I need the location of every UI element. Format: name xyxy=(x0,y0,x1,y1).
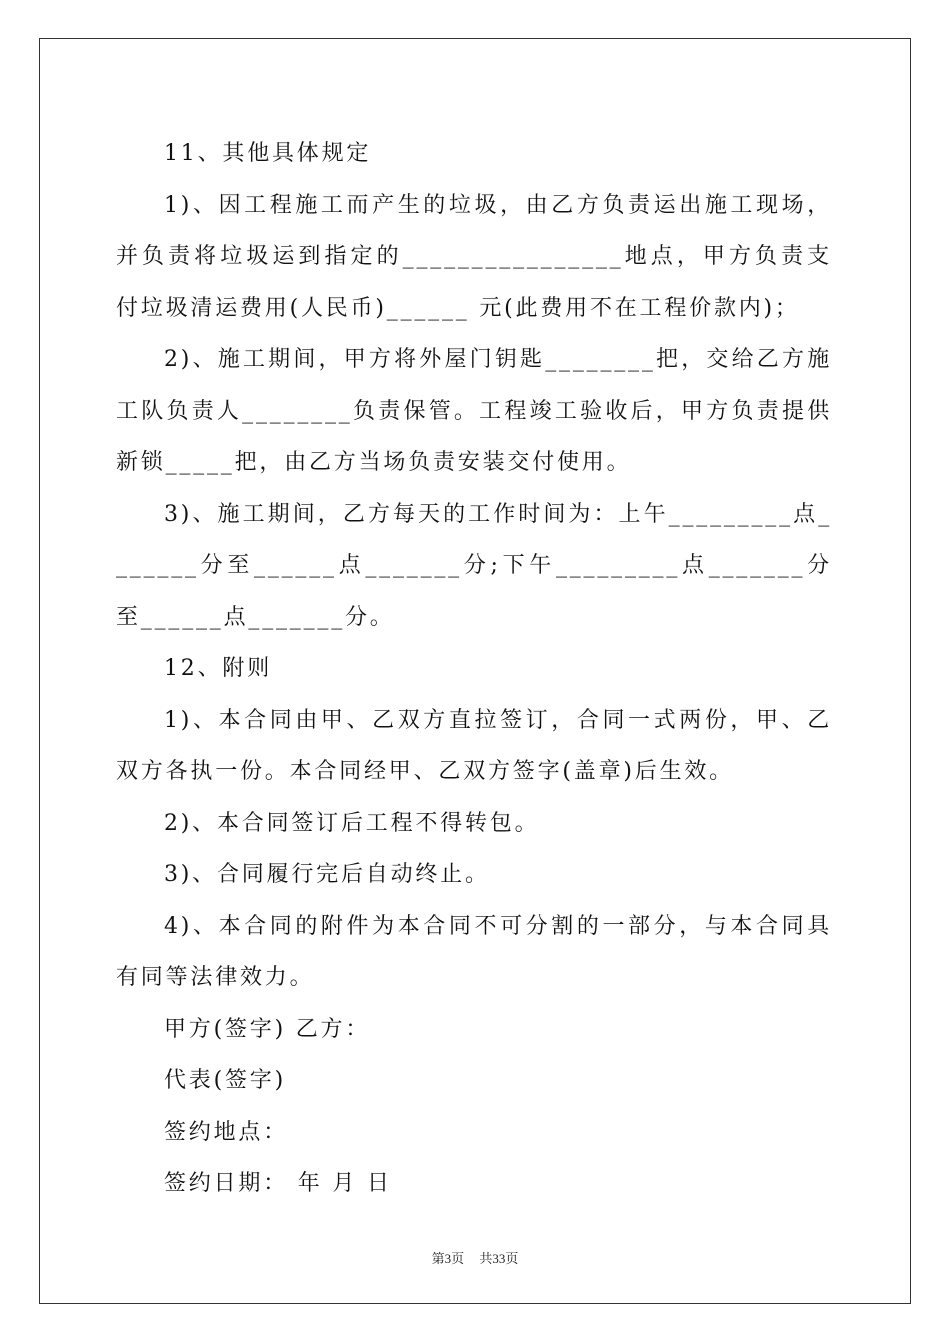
section-12-heading: 12、附则 xyxy=(164,656,272,681)
signature-representative: 代表(签字) xyxy=(164,1068,286,1093)
page-number: 第3页 xyxy=(431,1251,465,1266)
signing-place: 签约地点： xyxy=(164,1119,289,1145)
page-footer xyxy=(0,1248,950,1267)
page-total: 共33页 xyxy=(479,1251,519,1266)
clause-12-1: 1)、本合同由甲、乙双方直拉签订，合同一式两份，甲、乙双方各执一份。本合同经甲、乙双方签字(盖章)后生效。 xyxy=(116,707,832,784)
document-body xyxy=(116,128,832,1210)
clause-12-3: 3)、合同履行完后自动终止。 xyxy=(164,862,490,887)
clause-12-4: 4)、本合同的附件为本合同不可分割的一部分，与本合同具有同等法律效力。 xyxy=(116,913,832,990)
clause-11-1: 1)、因工程施工而产生的垃圾，由乙方负责运出施工现场，并负责将垃圾运到指定的________________地点，甲方负责支付垃圾清运费用(人民币)______ 元(此费用不在工程价款内)； xyxy=(116,192,832,321)
signature-parties: 甲方(签字) 乙方： xyxy=(164,1016,371,1042)
clause-11-2: 2)、施工期间，甲方将外屋门钥匙________把，交给乙方施工队负责人________负责保管。工程竣工验收后，甲方负责提供新锁_____把，由乙方当场负责安装交付使用。 xyxy=(116,347,832,475)
signing-date: 签约日期： 年 月 日 xyxy=(164,1171,392,1196)
section-11-heading: 11、其他具体规定 xyxy=(164,141,372,166)
clause-12-2: 2)、本合同签订后工程不得转包。 xyxy=(164,810,540,836)
clause-11-3: 3)、施工期间，乙方每天的工作时间为：上午_________点_______分至______点_______分;下午_________点_______分至______点_______分。 xyxy=(116,501,832,630)
